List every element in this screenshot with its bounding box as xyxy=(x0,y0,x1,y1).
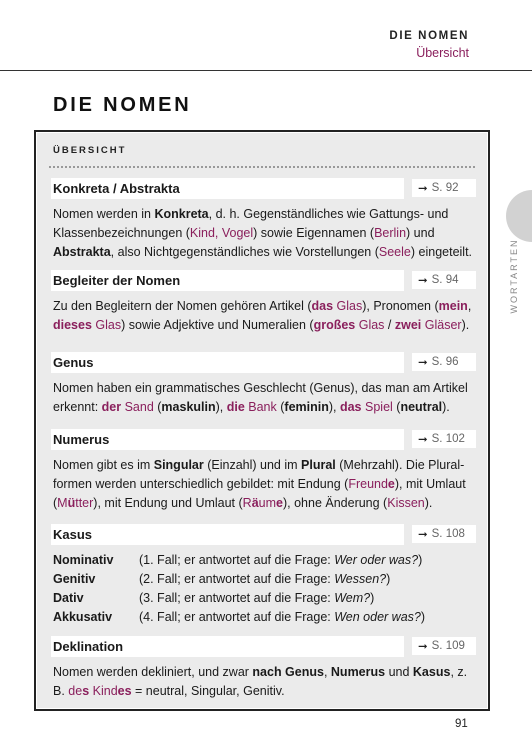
section-title: Genus xyxy=(51,352,404,373)
section-title: Begleiter der Nomen xyxy=(51,270,404,291)
page-reference[interactable] xyxy=(412,271,476,289)
arrow-right-icon: ➞ xyxy=(418,357,428,369)
section-title: Deklination xyxy=(51,636,404,657)
chapter-tab xyxy=(506,190,532,242)
section-header xyxy=(53,428,476,450)
section-header xyxy=(53,269,476,291)
case-description: (3. Fall; er antwortet auf die Frage: Wem?) xyxy=(139,591,375,605)
page-reference[interactable] xyxy=(412,179,476,197)
section-title: Kasus xyxy=(51,524,404,545)
box-left-border xyxy=(34,131,36,710)
section-text: Nomen werden dekliniert, und zwar nach Genus, Numerus und Kasus, z. B. des Kindes = neutral, Singular, Genitiv. xyxy=(53,665,468,698)
section-konkreta xyxy=(53,177,476,262)
box-caption: ÜBERSICHT xyxy=(53,145,127,156)
header-rule xyxy=(0,70,532,71)
case-name: Dativ xyxy=(53,591,84,605)
page-reference-text: S. 96 xyxy=(431,356,459,368)
page-reference[interactable] xyxy=(412,637,476,655)
case-row xyxy=(53,551,476,570)
arrow-right-icon: ➞ xyxy=(418,183,428,195)
arrow-right-icon: ➞ xyxy=(418,275,428,287)
overview-box xyxy=(37,133,487,708)
section-header xyxy=(53,523,476,545)
case-row xyxy=(53,570,476,589)
chapter-side-label xyxy=(506,236,522,316)
section-title: Konkreta / Abstrakta xyxy=(51,178,404,199)
arrow-right-icon: ➞ xyxy=(418,529,428,541)
page-reference-text: S. 102 xyxy=(431,433,465,445)
page-reference-text: S. 92 xyxy=(431,182,459,194)
page-reference-text: S. 108 xyxy=(431,528,465,540)
case-description: (4. Fall; er antwortet auf die Frage: Wen oder was?) xyxy=(139,610,426,624)
section-kasus xyxy=(53,523,476,627)
case-list xyxy=(53,551,476,627)
dotted-divider xyxy=(49,166,475,168)
page-reference-text: S. 109 xyxy=(431,640,465,652)
page-reference[interactable] xyxy=(412,353,476,371)
arrow-right-icon: ➞ xyxy=(418,641,428,653)
section-header xyxy=(53,351,476,373)
page-title: DIE NOMEN xyxy=(53,94,192,116)
case-name: Akkusativ xyxy=(53,610,113,624)
running-header xyxy=(389,30,469,60)
section-text: Nomen gibt es im Singular (Einzahl) und im Plural (Mehrzahl). Die Pluralformen werden unterschiedlich gebildet: mit Endung (Freunde), mit Umlaut (Mütter), mit Endung und Umlaut (Räume), ohne Änderung (Kissen). xyxy=(53,458,466,510)
section-header xyxy=(53,177,476,199)
section-text: Nomen haben ein grammatisches Geschlecht (Genus), das man am Artikel erkennt: der Sand (maskulin), die Bank (feminin), das Spiel (neutral). xyxy=(53,381,468,414)
case-row xyxy=(53,589,476,608)
section-begleiter xyxy=(53,269,476,335)
case-name: Genitiv xyxy=(53,572,96,586)
section-text: Zu den Begleitern der Nomen gehören Artikel (das Glas), Pronomen (mein, dieses Glas) sowie Adjektive und Numeralien (großes Glas / zwei Gläser). xyxy=(53,299,472,332)
page-reference[interactable] xyxy=(412,430,476,448)
case-row xyxy=(53,608,476,627)
box-right-border xyxy=(488,131,490,710)
section-title: Numerus xyxy=(51,429,404,450)
section-numerus xyxy=(53,428,476,513)
section-deklination xyxy=(53,635,476,701)
running-header-title: DIE NOMEN xyxy=(389,30,469,42)
chapter-side-label-text: WORTARTEN xyxy=(509,238,519,314)
arrow-right-icon: ➞ xyxy=(418,434,428,446)
section-text: Nomen werden in Konkreta, d. h. Gegenständliches wie Gattungs- und Klassenbezeichnungen (Kind, Vogel) sowie Eigennamen (Berlin) und Abstrakta, also Nichtgegenständliches wie Vorstellungen (Seele) eingeteilt. xyxy=(53,207,473,259)
case-description: (1. Fall; er antwortet auf die Frage: Wer oder was?) xyxy=(139,553,423,567)
page-reference[interactable] xyxy=(412,525,476,543)
case-name: Nominativ xyxy=(53,553,114,567)
page-reference-text: S. 94 xyxy=(431,274,459,286)
running-header-subtitle: Übersicht xyxy=(416,46,469,60)
section-genus xyxy=(53,351,476,417)
page-number: 91 xyxy=(455,718,468,730)
section-header xyxy=(53,635,476,657)
case-description: (2. Fall; er antwortet auf die Frage: Wessen?) xyxy=(139,572,391,586)
